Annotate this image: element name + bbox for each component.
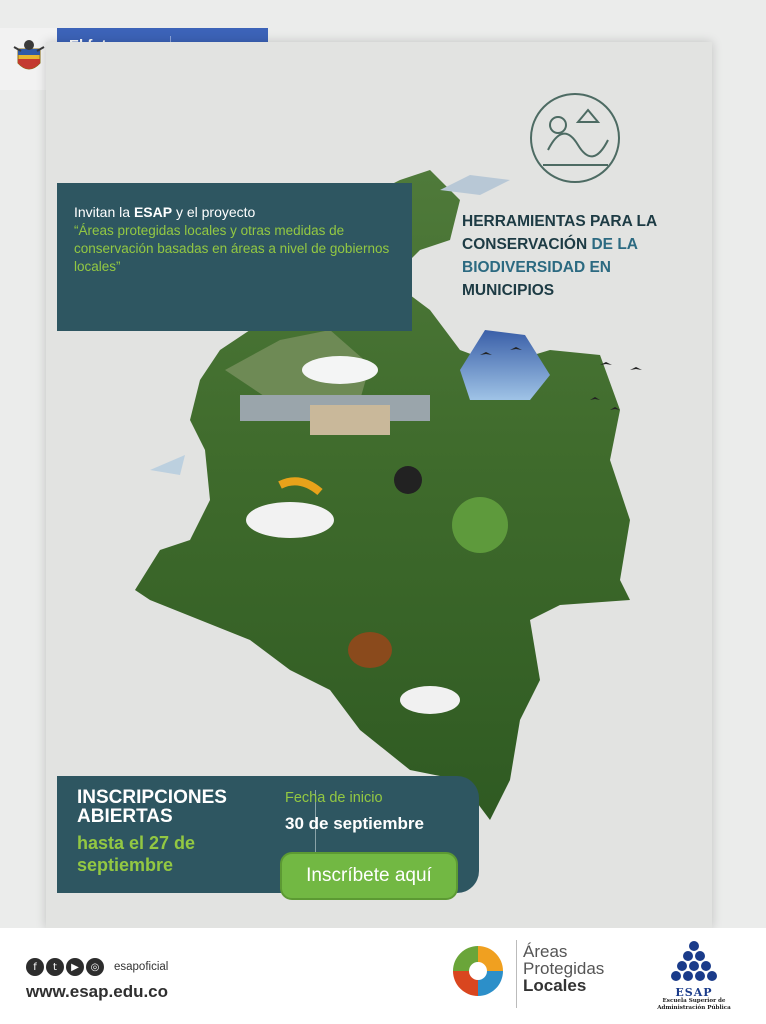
- registration-status: [77, 788, 227, 876]
- facebook-icon[interactable]: f: [26, 958, 44, 976]
- title-part-2: DE LA BIODIVERSIDAD EN: [462, 236, 638, 276]
- apl-line-2: Protegidas: [523, 959, 605, 978]
- invite-suffix: y el proyecto: [172, 204, 256, 220]
- social-handle[interactable]: esapoficial: [114, 961, 169, 973]
- twitter-icon[interactable]: t: [46, 958, 64, 976]
- apl-line-1: Áreas: [523, 942, 568, 961]
- registration-open-line-1: INSCRIPCIONES: [77, 787, 227, 808]
- title-part-1: HERRAMIENTAS PARA LA CONSERVACIÓN: [462, 213, 657, 253]
- start-date-value: 30 de septiembre: [285, 814, 424, 833]
- invitation-box: [57, 183, 412, 331]
- title-part-3: MUNICIPIOS: [462, 282, 555, 299]
- esap-sub-line-2: Administración Pública: [657, 1005, 731, 1011]
- deadline-line-1: hasta el 27 de: [77, 833, 196, 853]
- areas-protegidas-wordmark: [523, 943, 604, 994]
- register-button[interactable]: Inscríbete aquí: [280, 852, 458, 900]
- registration-open-line-2: ABIERTAS: [77, 806, 173, 827]
- areas-protegidas-logo-icon: [447, 940, 509, 1002]
- invite-org: ESAP: [133, 204, 173, 220]
- social-links: [26, 958, 168, 976]
- footer-logo-divider: [516, 940, 517, 1008]
- poster-title: [462, 210, 722, 302]
- esap-wordmark: ESAP: [675, 986, 713, 999]
- biodiversity-emblem-icon: [518, 90, 632, 190]
- deadline-line-2: septiembre: [77, 855, 174, 875]
- start-info: [285, 790, 424, 834]
- invitation-lead: [74, 203, 398, 222]
- registration-deadline: [77, 832, 227, 876]
- apl-line-3: Locales: [523, 976, 587, 995]
- instagram-icon[interactable]: ◎: [86, 958, 104, 976]
- esap-sub-line-1: Escuela Superior de: [662, 998, 726, 1004]
- esap-logo-icon: [662, 940, 726, 984]
- invite-prefix: Invitan la: [74, 204, 134, 220]
- website-link[interactable]: www.esap.edu.co: [26, 982, 169, 1001]
- start-date-label: Fecha de inicio: [285, 790, 383, 806]
- project-name: “Áreas protegidas locales y otras medidas de conservación basadas en áreas a nivel de gobiernos locales”: [74, 223, 390, 274]
- youtube-icon[interactable]: ▶: [66, 958, 84, 976]
- esap-full-name: [650, 998, 738, 1012]
